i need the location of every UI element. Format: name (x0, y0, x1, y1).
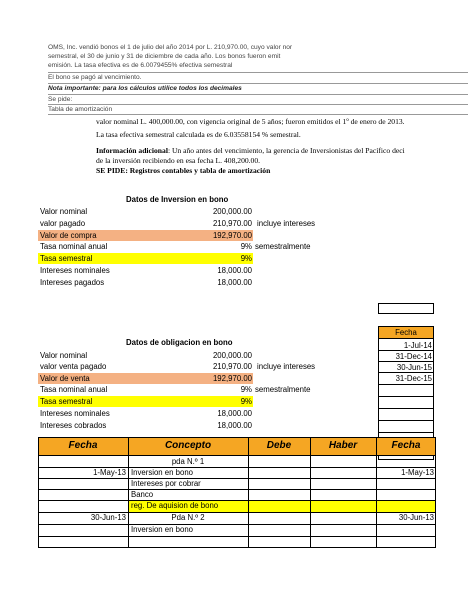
row-note: semestralmente (255, 385, 311, 394)
grid-line (310, 437, 311, 548)
row-label: Valor nominal (40, 207, 88, 216)
row-value: 192,970.00 (212, 374, 252, 383)
fecha-date: 1-Jul-14 (403, 341, 432, 350)
excerpt-line: semestral, el 30 de junio y 31 de diciembre de cada año. Los bonos fueron emit (48, 53, 281, 60)
row-label: Intereses nominales (40, 266, 110, 275)
journal-concept: Banco (131, 490, 154, 499)
row-value: 9% (240, 254, 252, 263)
row-note: incluye intereses (257, 362, 316, 371)
journal-concept: reg. De aquision de bono (131, 501, 219, 510)
row-label: valor venta pagado (40, 362, 107, 371)
col-header-concepto: Concepto (164, 440, 212, 451)
grid-line (128, 437, 129, 548)
grid-line (38, 489, 436, 490)
row-value: 192,970.00 (212, 231, 252, 240)
fecha-header: Fecha (395, 328, 417, 337)
info-text: : Un año antes del vencimiento, la gerencia de Inversionistas del Pacífico deci (167, 146, 405, 155)
problem-line: valor nominal L. 400,000.00, con vigencia original de 5 años; fueron emitidos el 1º de enero de 2013. (96, 117, 405, 126)
row-label: Tasa nominal anual (40, 385, 108, 394)
empty-cell (378, 303, 434, 314)
journal-right-date: 30-Jun-13 (398, 513, 434, 522)
row-label: Valor de compra (40, 231, 97, 240)
divider (48, 83, 468, 84)
row-note: semestralmente (255, 242, 311, 251)
section-title: Datos de obligacion en bono (126, 338, 233, 347)
se-pide: SE PIDE: Registros contables y tabla de amortización (96, 166, 271, 175)
section-title: Datos de Inversion en bono (126, 195, 229, 204)
fecha-date: 31-Dec-14 (395, 352, 432, 361)
row-label: Valor de venta (40, 374, 90, 383)
row-label: Intereses pagados (40, 278, 105, 287)
grid-line (378, 420, 434, 421)
col-header-fecha: Fecha (68, 440, 98, 451)
col-header-haber: Haber (328, 440, 358, 451)
grid-line (38, 524, 436, 525)
row-value: 9% (240, 397, 252, 406)
row-label: valor pagado (40, 219, 86, 228)
grid-line (378, 372, 434, 373)
grid-line (378, 408, 434, 409)
grid-line (38, 536, 436, 537)
grid-line (248, 437, 249, 548)
divider (48, 72, 468, 73)
info-label: Información adicional (96, 146, 168, 155)
row-value: 200,000.00 (212, 351, 252, 360)
grid-line (38, 455, 436, 456)
fecha-date: 30-Jun-15 (396, 363, 432, 372)
divider (48, 104, 468, 105)
journal-right-date: 1-May-13 (401, 468, 434, 477)
row-value: 18,000.00 (217, 278, 252, 287)
col-header-fecha-2: Fecha (391, 440, 421, 451)
journal-concept: Intereses por cobrar (131, 479, 201, 488)
row-value: 9% (240, 385, 252, 394)
row-label: Tasa semestral (40, 254, 93, 263)
row-label: Valor nominal (40, 351, 88, 360)
excerpt-line: OMS, Inc. vendió bonos el 1 de julio del año 2014 por L. 210,970.00, cuyo valor nor (48, 44, 293, 51)
grid-line (376, 437, 377, 548)
excerpt-line: Tabla de amortización (48, 106, 113, 113)
journal-date: 1-May-13 (93, 468, 126, 477)
journal-concept: Pda N.º 2 (171, 513, 205, 522)
grid-line (38, 478, 436, 479)
grid-line (378, 350, 434, 351)
row-label: Tasa nominal anual (40, 242, 108, 251)
col-header-debe: Debe (266, 440, 292, 451)
row-value: 18,000.00 (217, 421, 252, 430)
journal-concept: pda N.º 1 (171, 457, 205, 466)
row-value: 9% (240, 242, 252, 251)
journal-date: 30-Jun-13 (90, 513, 126, 522)
divider (48, 114, 468, 115)
row-value: 18,000.00 (217, 409, 252, 418)
row-value: 210,970.00 (212, 219, 252, 228)
grid-line (378, 384, 434, 385)
row-value: 200,000.00 (212, 207, 252, 216)
row-value: 18,000.00 (217, 266, 252, 275)
row-value: 210,970.00 (212, 362, 252, 371)
excerpt-line: El bono se pagó al vencimiento. (48, 74, 142, 81)
grid-line (378, 396, 434, 397)
excerpt-line: emisión. La tasa efectiva es de 6.0079455% efectiva semestral (48, 62, 233, 69)
grid-line (378, 361, 434, 362)
excerpt-note: Nota importante: para los cálculos utilice todos los decimales (48, 85, 242, 92)
info-line (96, 146, 405, 155)
divider (48, 94, 468, 95)
journal-concept: Inversion en bono (131, 468, 193, 477)
journal-concept: Inversion en bono (131, 525, 193, 534)
row-label: Tasa semestral (40, 397, 93, 406)
grid-line (378, 432, 434, 433)
row-note: incluye intereses (257, 219, 316, 228)
row-label: Intereses nominales (40, 409, 110, 418)
excerpt-line: Se pide: (48, 96, 73, 103)
fecha-date: 31-Dec-15 (395, 374, 432, 383)
row-label: Intereses cobrados (40, 421, 107, 430)
problem-line: La tasa efectiva semestral calculada es de 6.03558154 % semestral. (96, 130, 301, 139)
grid-line (38, 500, 436, 501)
problem-line: de la inversión recibiendo en esa fecha L. 408,200.00. (96, 156, 261, 165)
